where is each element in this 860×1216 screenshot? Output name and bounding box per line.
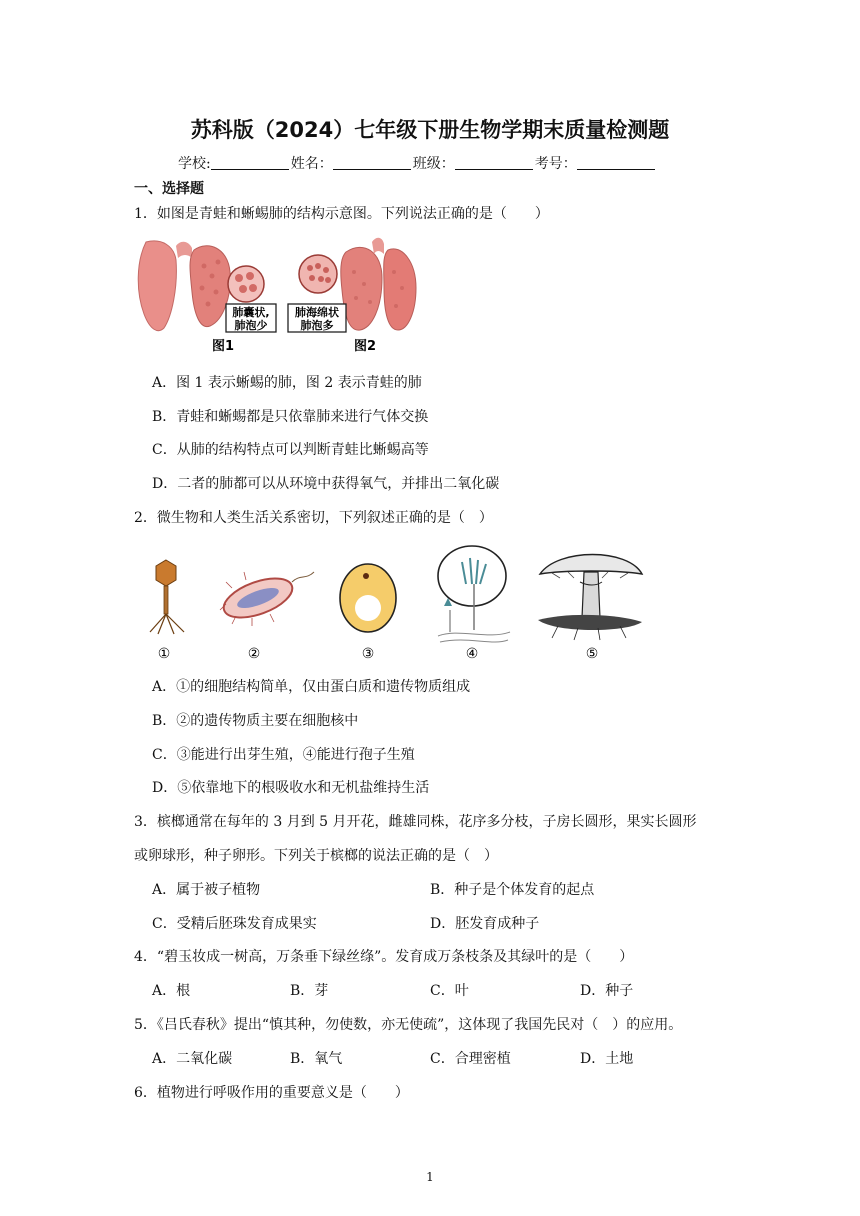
question-3-option-d[interactable]: D．胚发育成种子 [430,916,540,932]
label-box-1-line1: 肺囊状, [232,306,270,319]
question-1-option-a[interactable]: A．图 1 表示蜥蜴的肺，图 2 表示青蛙的肺 [152,375,422,391]
question-3-option-a[interactable]: A．属于被子植物 [152,882,261,898]
magnified-circle-1 [228,266,264,302]
microbe-label-2: ② [247,646,261,662]
question-3-option-b[interactable]: B．种子是个体发育的起点 [430,882,595,898]
label-box-2-line1: 肺海绵状 [295,306,339,319]
bacteriophage-drawing [150,560,184,634]
section-heading: 一、选择题 [134,181,204,197]
question-5-stem: 5．《吕氏春秋》提出“慎其种，勿使数，亦无使疏”，这体现了我国先民对（ ）的应用。 [134,1017,683,1033]
question-5-option-d[interactable]: D．土地 [580,1051,634,1067]
question-5-option-b[interactable]: B．氧气 [290,1051,343,1067]
bacterium-drawing [219,571,314,626]
student-info-line [178,153,657,173]
microbe-label-1: ① [157,646,171,662]
class-blank[interactable] [455,155,533,170]
question-1-option-d[interactable]: D．二者的肺都可以从环境中获得氧气，并排出二氧化碳 [152,476,500,492]
mushroom-drawing [538,555,642,641]
class-label: 班级： [412,156,455,172]
figure-2-label: 图2 [354,339,377,354]
school-blank[interactable] [211,155,289,170]
question-3-stem-line2: 或卵球形，种子卵形。下列关于槟榔的说法正确的是（ ） [134,848,498,864]
question-5-option-c[interactable]: C．合理密植 [430,1051,511,1067]
trachea-shape-1 [176,242,192,258]
spongy-lung-right-shape [384,249,416,330]
spongy-lung-left-shape [341,247,382,330]
label-box-1-line2: 肺泡少 [234,319,268,332]
question-4-option-a[interactable]: A．根 [152,983,191,999]
exam-title: 苏科版（2024）七年级下册生物学期末质量检测题 [190,118,670,142]
question-2-stem: 2．微生物和人类生活关系密切，下列叙述正确的是（ ） [134,510,493,526]
microbe-figure [128,540,648,664]
school-label: 学校: [178,156,211,172]
microbe-label-4: ④ [465,646,479,662]
microbe-label-5: ⑤ [585,646,599,662]
name-label: 姓名： [290,156,333,172]
question-4-stem: 4．“碧玉妆成一树高，万条垂下绿丝绦”。发育成万条枝条及其绿叶的是（ ） [134,949,634,965]
page-number: 1 [426,1170,434,1184]
question-2-option-c[interactable]: C．③能进行出芽生殖，④能进行孢子生殖 [152,747,415,763]
question-4-option-d[interactable]: D．种子 [580,983,634,999]
lung-figure [132,232,432,360]
question-2-option-a[interactable]: A．①的细胞结构简单，仅由蛋白质和遗传物质组成 [152,679,471,695]
yeast-cell-drawing [340,564,396,632]
question-4-option-b[interactable]: B．芽 [290,983,329,999]
question-2-option-b[interactable]: B．②的遗传物质主要在细胞核中 [152,713,359,729]
question-1-option-c[interactable]: C．从肺的结构特点可以判断青蛙比蜥蜴高等 [152,442,429,458]
frog-lung-left-shape [138,241,176,331]
trachea-shape-2 [372,238,384,254]
question-6-stem: 6．植物进行呼吸作用的重要意义是（ ） [134,1085,409,1101]
figure-1-label: 图1 [212,339,235,354]
penicillium-drawing [438,546,510,642]
question-4-option-c[interactable]: C．叶 [430,983,469,999]
name-blank[interactable] [333,155,411,170]
exam-no-label: 考号： [534,156,577,172]
magnified-circle-2 [299,255,337,293]
microbe-label-3: ③ [361,646,375,662]
label-box-2-line2: 肺泡多 [300,319,334,332]
question-5-option-a[interactable]: A．二氧化碳 [152,1051,233,1067]
question-3-stem-line1: 3．槟榔通常在每年的 3 月到 5 月开花，雌雄同株，花序多分枝，子房长圆形，果实长圆形 [134,814,697,830]
lizard-lung-right-shape [190,246,230,327]
question-1-option-b[interactable]: B．青蛙和蜥蜴都是只依靠肺来进行气体交换 [152,409,429,425]
question-3-option-c[interactable]: C．受精后胚珠发育成果实 [152,916,317,932]
question-1-stem: 1．如图是青蛙和蜥蜴肺的结构示意图。下列说法正确的是（ ） [134,206,549,222]
question-2-option-d[interactable]: D．⑤依靠地下的根吸收水和无机盐维持生活 [152,780,430,796]
exam-no-blank[interactable] [577,155,655,170]
